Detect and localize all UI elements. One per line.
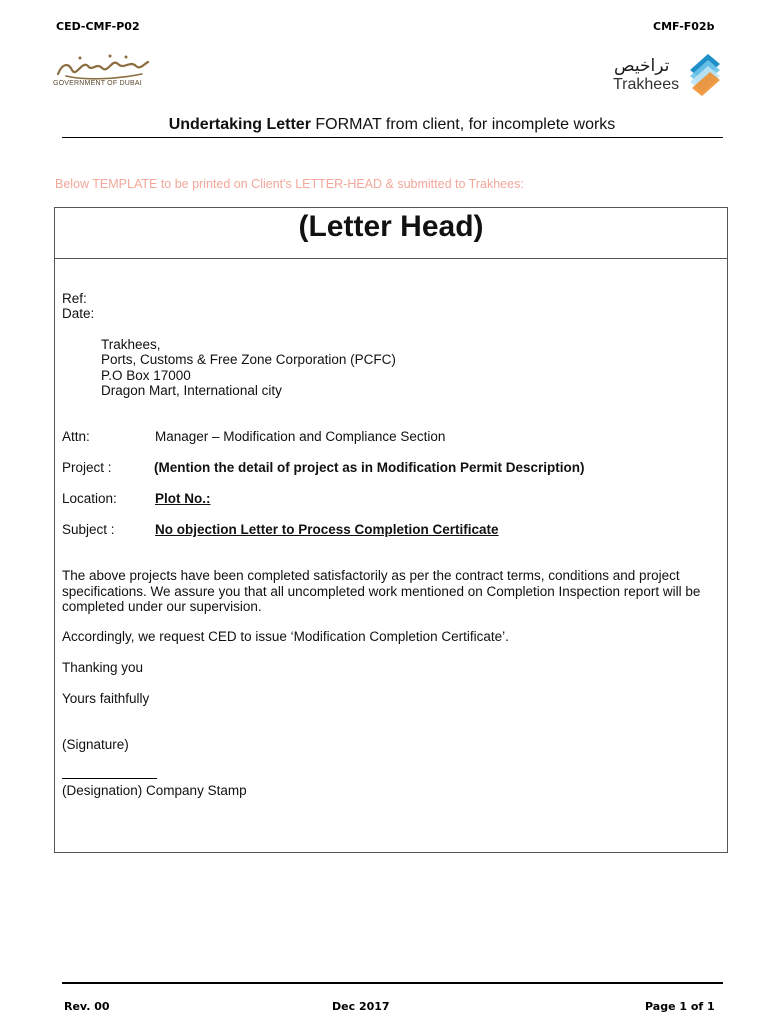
footer-revision: Rev. 00 (64, 1000, 110, 1013)
letterhead-placeholder: (Letter Head) (298, 210, 484, 243)
footer-divider (62, 982, 723, 984)
attn-label: Attn: (62, 429, 90, 444)
location-value: Plot No.: (155, 491, 211, 506)
subject-label: Subject : (62, 522, 115, 537)
project-label: Project : (62, 460, 112, 475)
address-line: Dragon Mart, International city (101, 383, 282, 398)
thanking-line: Thanking you (62, 660, 144, 675)
date-label: Date: (62, 306, 95, 321)
address-line: P.O Box 17000 (101, 368, 191, 383)
form-code-left: CED-CMF-P02 (56, 20, 140, 33)
footer-date: Dec 2017 (332, 1000, 390, 1013)
project-value: (Mention the detail of project as in Modification Permit Description) (154, 460, 585, 475)
closing-line: Yours faithfully (62, 691, 150, 706)
body-paragraph: Accordingly, we request CED to issue ‘Modification Completion Certificate’. (62, 629, 509, 644)
location-label: Location: (62, 491, 117, 506)
signature-placeholder: (Signature) (62, 737, 129, 752)
letterhead-divider (54, 258, 728, 259)
form-code-right: CMF-F02b (653, 20, 715, 33)
body-paragraph: The above projects have been completed satisfactorily as per the contract terms, conditions and project specifications. We assure you that all uncompleted work mentioned on Completion Inspection report will be completed under our supervision. (62, 568, 701, 614)
document-title-rest: FORMAT from client, for incomplete works (310, 116, 616, 133)
attn-value: Manager – Modification and Compliance Section (155, 429, 446, 444)
address-line: Ports, Customs & Free Zone Corporation (PCFC) (101, 352, 396, 367)
address-line: Trakhees, (101, 337, 161, 352)
footer-page-number: Page 1 of 1 (645, 1000, 715, 1013)
trakhees-name: Trakhees (613, 76, 680, 93)
title-divider (62, 137, 723, 138)
signature-line (62, 778, 157, 779)
government-of-dubai-caption: GOVERNMENT OF DUBAI (53, 80, 142, 87)
document-title-bold: Undertaking Letter (168, 116, 311, 133)
template-notice: Below TEMPLATE to be printed on Client's LETTER-HEAD & submitted to Trakhees: (55, 177, 524, 191)
ref-label: Ref: (62, 291, 87, 306)
trakhees-arabic-name: تراخيص (614, 56, 670, 76)
document-title (62, 116, 722, 134)
trakhees-layers-icon (686, 48, 724, 98)
designation-stamp-placeholder: (Designation) Company Stamp (62, 783, 247, 798)
subject-value: No objection Letter to Process Completion Certificate (155, 522, 499, 537)
